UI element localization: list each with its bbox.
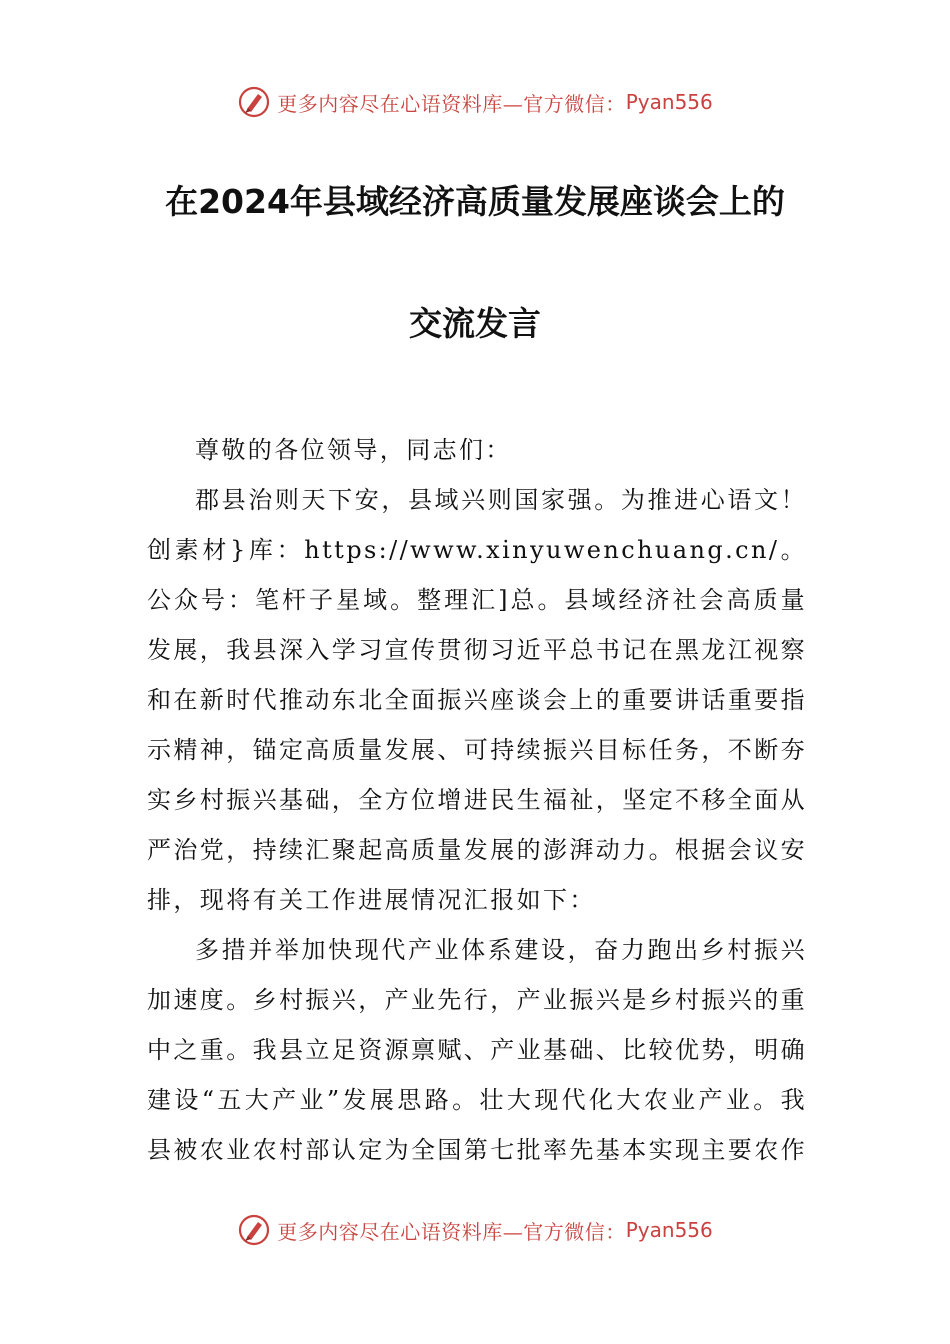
body-paragraph-1: 郡县治则天下安，县域兴则国家强。为推进心语文！创素材}库：https://www.xinyuwenchuang.cn/。公众号：笔杆子星域。整理汇]总。县域经济社会高质量发展，我县深入学习宣传贯彻习近平总书记在黑龙江视察和在新时代推动东北全面振兴座谈会上的重要讲话重要指示精神，锚定高质量发展、可持续振兴目标任务，不断夯实乡村振兴基础，全方位增进民生福祉，坚定不移全面从严治党，持续汇聚起高质量发展的澎湃动力。根据会议安排，现将有关工作进展情况汇报如下： bbox=[147, 486, 807, 914]
body-paragraph-2: 多措并举加快现代产业体系建设，奋力跑出乡村振兴加速度。乡村振兴，产业先行，产业振兴是乡村振兴的重中之重。我县立足资源禀赋、产业基础、比较优势，明确建设“五大产业”发展思路。壮大现代化大农业产业。我县被农业农村部认定为全国第七批率先基本实现主要农作 bbox=[147, 936, 807, 1164]
document-title-line-2: 交流发言 bbox=[409, 304, 541, 343]
footer-watermark-banner bbox=[0, 1210, 950, 1250]
document-body bbox=[147, 425, 807, 1175]
watermark-text: 更多内容尽在心语资料库—官方微信： bbox=[277, 91, 626, 116]
watermark-wechat-id: Pyan556 bbox=[625, 1218, 713, 1242]
pen-nib-logo-icon bbox=[237, 85, 271, 119]
pen-nib-logo-icon bbox=[237, 1213, 271, 1247]
watermark-text: 更多内容尽在心语资料库—官方微信： bbox=[277, 1219, 626, 1244]
greeting-paragraph: 尊敬的各位领导，同志们： bbox=[195, 436, 512, 464]
header-watermark-banner bbox=[0, 82, 950, 122]
document-title-line-1: 在2024年县域经济高质量发展座谈会上的 bbox=[165, 182, 785, 221]
watermark-wechat-id: Pyan556 bbox=[625, 90, 713, 114]
